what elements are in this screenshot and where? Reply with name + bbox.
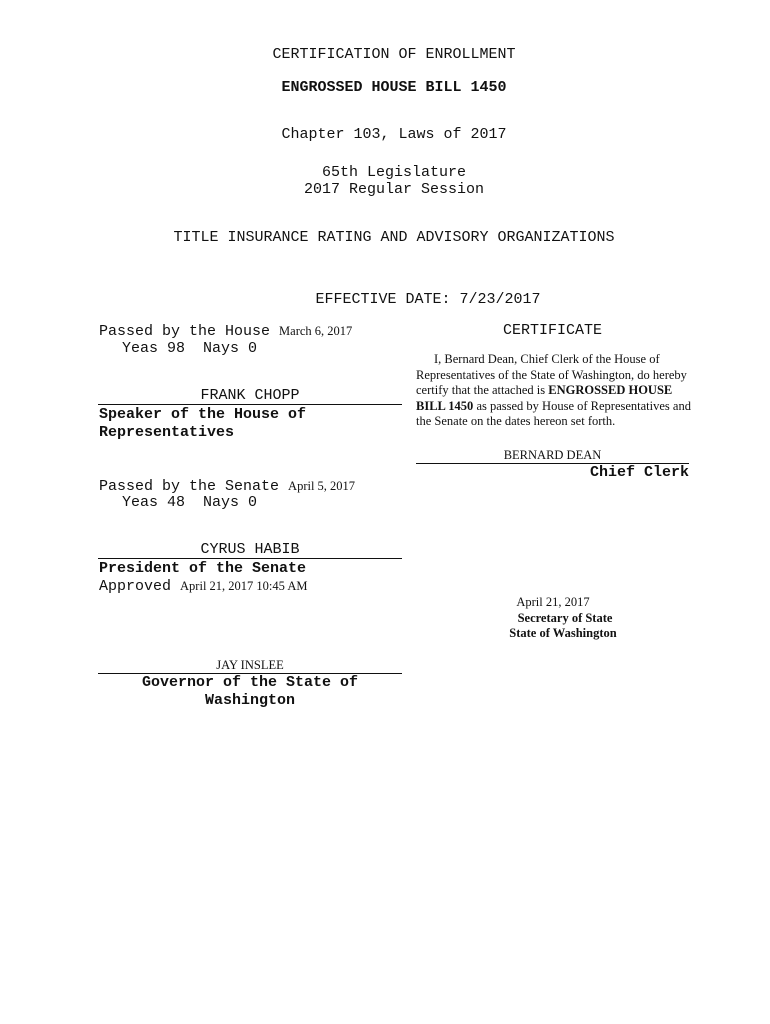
senate-signer: CYRUS HABIB: [200, 541, 300, 558]
secretary-date: April 21, 2017: [516, 595, 590, 609]
approval: [99, 577, 307, 596]
approved-datetime: April 21, 2017 10:45 AM: [180, 579, 308, 593]
secretary-title-1: Secretary of State: [517, 611, 613, 625]
house-signer: FRANK CHOPP: [200, 387, 300, 404]
bill-title: ENGROSSED HOUSE BILL 1450: [281, 79, 507, 96]
bill-subject: TITLE INSURANCE RATING AND ADVISORY ORGANIZATIONS: [173, 229, 615, 246]
approved-label: Approved: [99, 578, 172, 595]
house-passed: [99, 322, 352, 341]
certificate-text-part2: as passed by House of Representatives and the Senate on the dates hereon set forth.: [416, 398, 691, 428]
certificate-text: [416, 352, 692, 430]
chapter-line: Chapter 103, Laws of 2017: [281, 126, 507, 143]
certification-heading: CERTIFICATION OF ENROLLMENT: [272, 46, 516, 63]
house-passed-date: March 6, 2017: [279, 324, 353, 338]
clerk-title: Chief Clerk: [589, 464, 689, 481]
governor-signer: JAY INSLEE: [216, 658, 284, 672]
secretary-title-2: State of Washington: [509, 626, 617, 640]
certificate-heading: CERTIFICATE: [502, 322, 603, 339]
governor-title-1: Governor of the State of: [141, 674, 359, 691]
session-line: 2017 Regular Session: [303, 181, 485, 198]
certificate-text-part1: I, Bernard Dean, Chief Clerk of the House of Representatives of the State of Washington, do hereby certify that the attached is: [416, 352, 687, 397]
clerk-signature-line: [416, 447, 689, 464]
governor-signature-line: [98, 657, 402, 674]
house-passed-label: Passed by the House: [99, 323, 271, 340]
legislature-line: 65th Legislature: [321, 164, 467, 181]
house-votes: Yeas 98 Nays 0: [122, 340, 258, 357]
house-title-1: Speaker of the House of: [99, 406, 307, 423]
senate-votes: Yeas 48 Nays 0: [122, 494, 258, 511]
senate-title: President of the Senate: [99, 560, 307, 577]
senate-signature-line: [98, 542, 402, 559]
governor-title-2: Washington: [204, 692, 295, 709]
house-signature-line: [98, 388, 402, 405]
clerk-signer: BERNARD DEAN: [503, 448, 602, 462]
certificate-text-bill: ENGROSSED HOUSE BILL 1450: [416, 383, 673, 413]
effective-date: EFFECTIVE DATE: 7/23/2017: [315, 291, 541, 308]
senate-passed-date: April 5, 2017: [288, 479, 356, 493]
house-title-2: Representatives: [99, 424, 235, 441]
senate-passed-label: Passed by the Senate: [99, 478, 280, 495]
